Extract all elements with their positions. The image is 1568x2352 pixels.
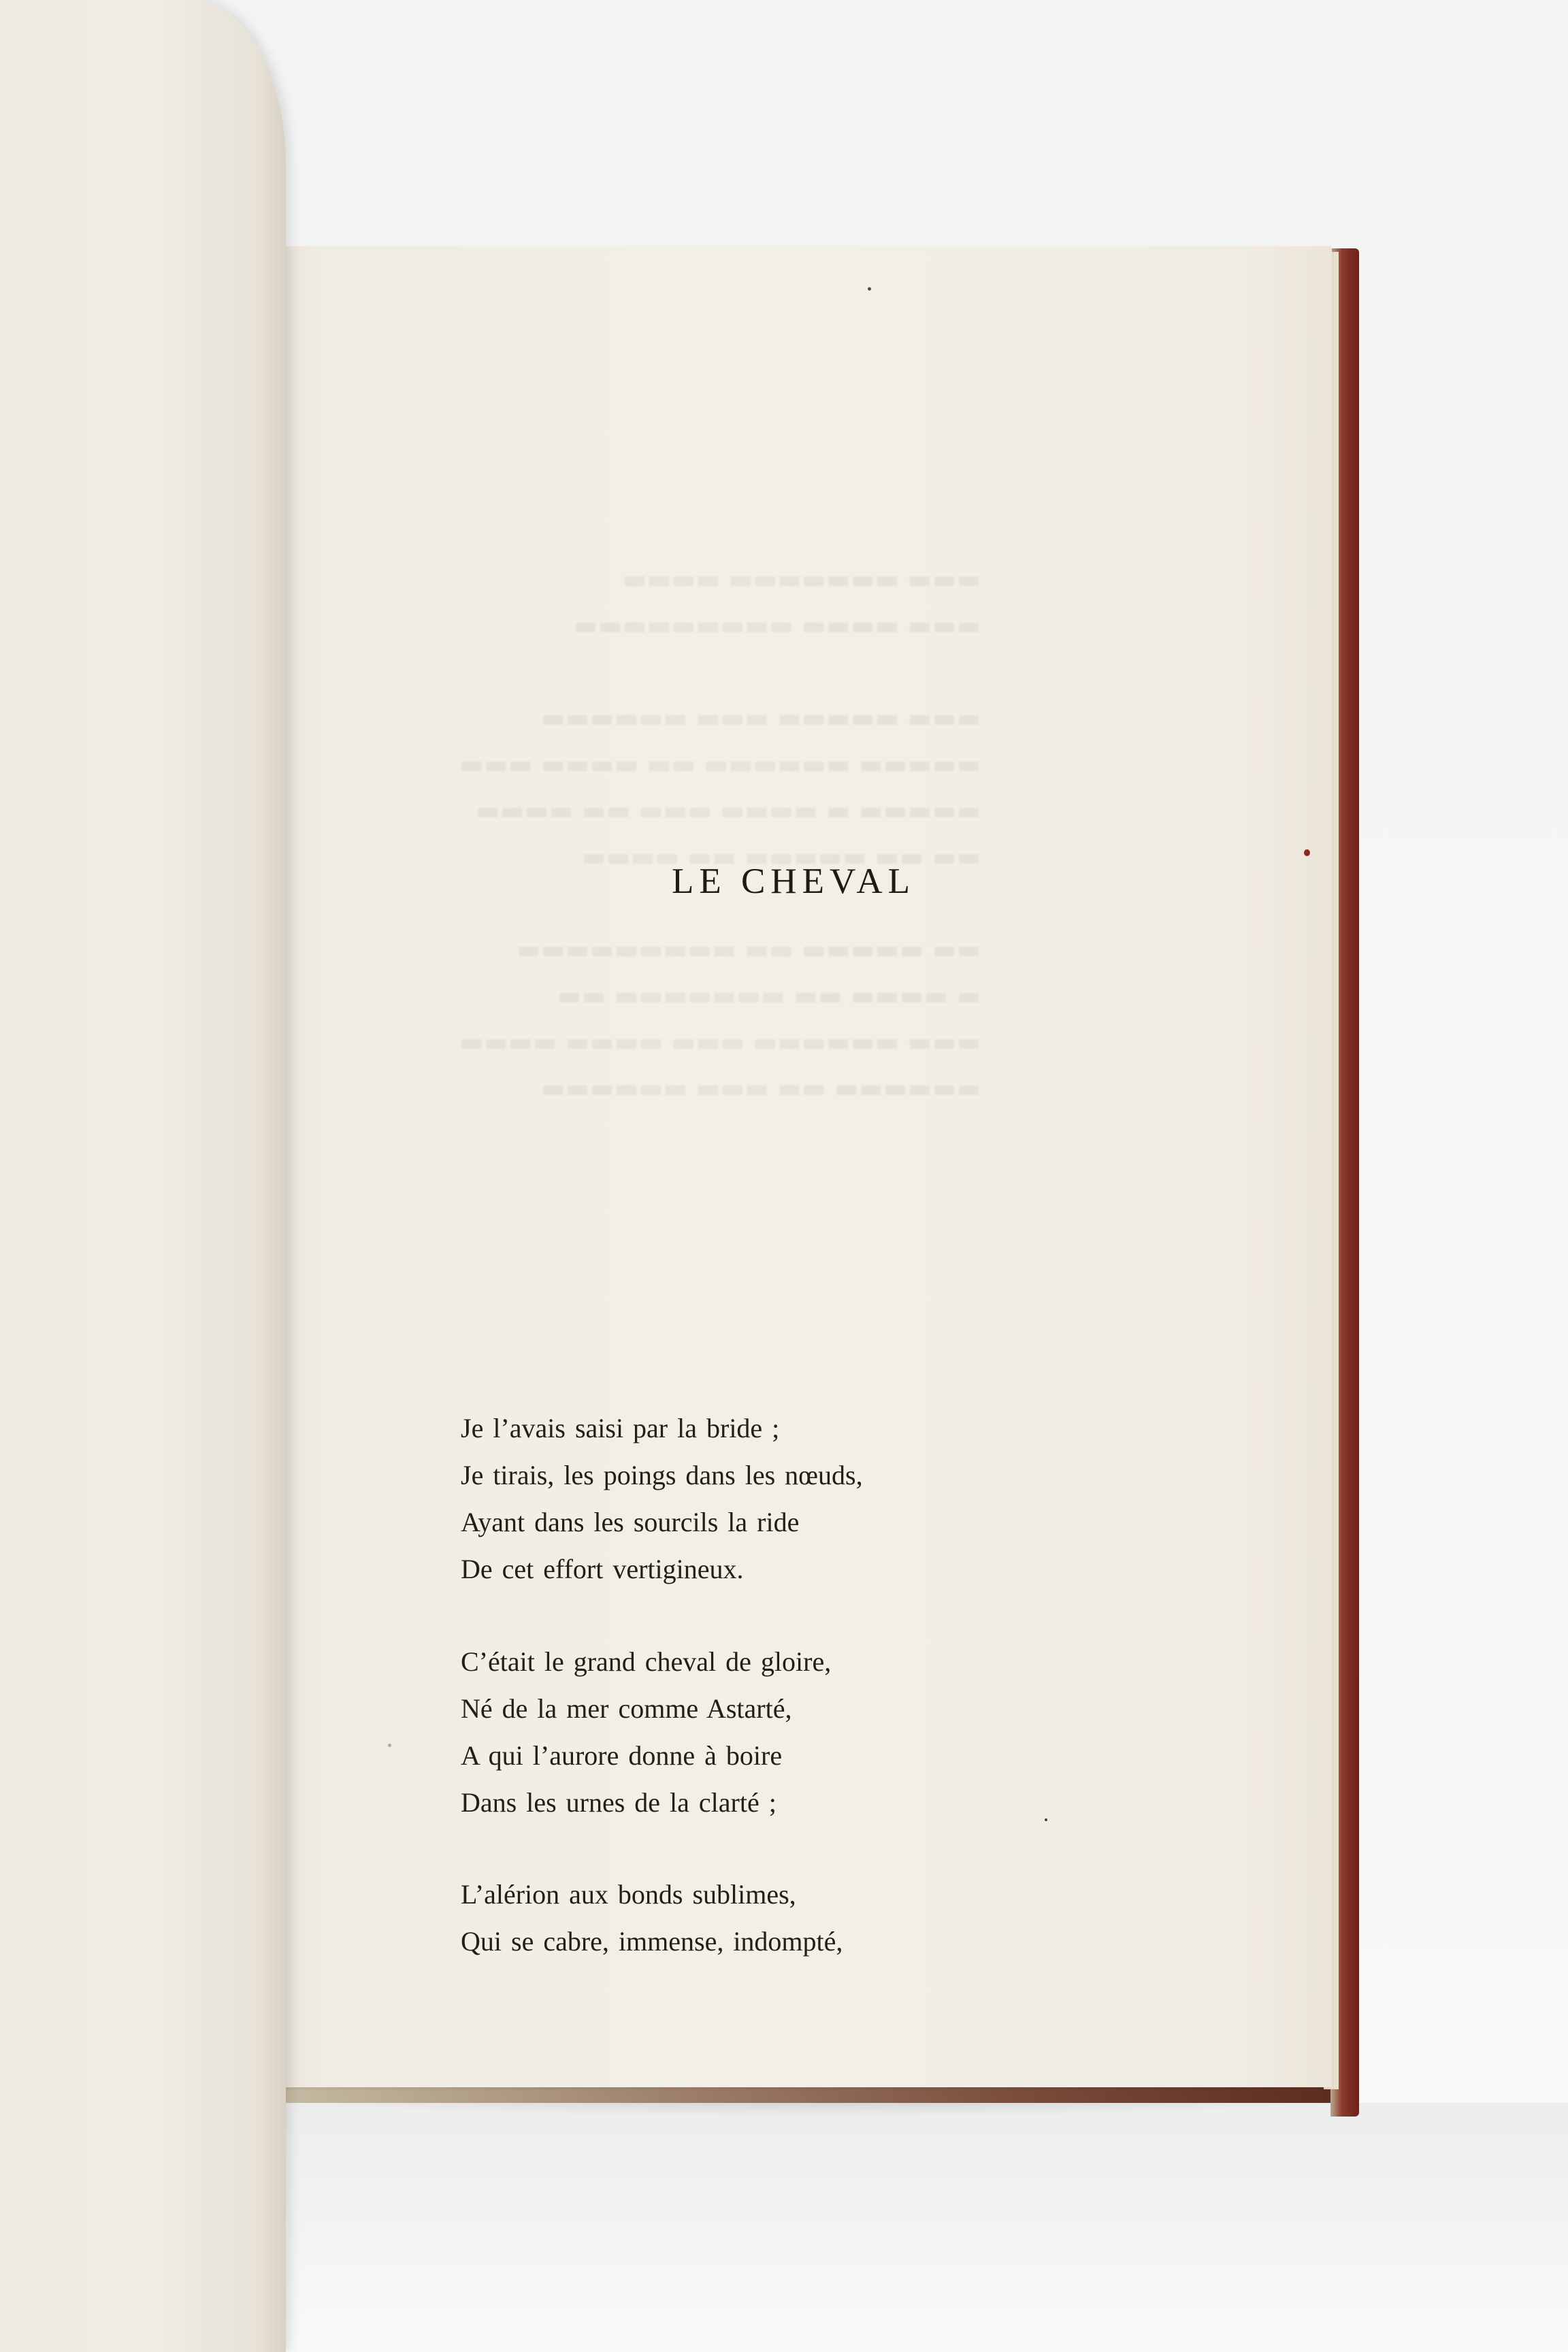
foxing-spot — [1045, 1818, 1047, 1821]
poem-title: LE CHEVAL — [671, 862, 916, 901]
show-through-texture: ▬▬▬ ▬▬▬▬▬▬▬ ▬▬▬▬ ▬▬▬ ▬▬▬▬ ▬▬▬▬▬▬▬▬▬ ▬▬▬ ▬▬▬▬▬ ▬▬▬ ▬▬▬▬▬▬ ▬▬▬▬▬ ▬▬▬▬▬▬ ▬▬ ▬▬▬▬ ▬▬▬ ▬▬▬▬▬ ▬ ▬▬▬▬ ▬▬▬ ▬▬ ▬▬▬▬ ▬▬ ▬▬ ▬▬▬▬▬ ▬▬ ▬▬▬▬ ▬▬ ▬▬▬▬▬ ▬▬ ▬▬▬▬▬▬▬▬▬ ▬ ▬▬▬▬ ▬▬ ▬▬▬▬▬▬▬ ▬▬ ▬▬▬ ▬▬▬▬▬▬ ▬▬▬ ▬▬▬▬ ▬▬▬▬ ▬▬▬▬▬▬ ▬▬ ▬▬▬ ▬▬▬▬▬▬ — [459, 564, 981, 1103]
verse-line: Dans les urnes de la clarté ; — [461, 1787, 777, 1818]
verse-line: De cet effort vertigineux. — [461, 1554, 744, 1584]
verse-line: A qui l’aurore donne à boire — [461, 1740, 783, 1771]
verse-line: Je l’avais saisi par la bride ; — [461, 1413, 780, 1443]
foxing-spot — [868, 287, 871, 291]
verse-line: L’alérion aux bonds sublimes, — [461, 1879, 796, 1910]
verse-line: Né de la mer comme Astarté, — [461, 1693, 792, 1724]
verse-line: C’était le grand cheval de gloire, — [461, 1646, 832, 1677]
stanza-2 — [461, 1638, 831, 1826]
verse-line: Ayant dans les sourcils la ride — [461, 1507, 800, 1537]
verse-line: Qui se cabre, immense, indompté, — [461, 1926, 843, 1957]
right-page — [255, 246, 1332, 2087]
verse-line: Je tirais, les poings dans les nœuds, — [461, 1460, 863, 1490]
stanza-3 — [461, 1871, 843, 1965]
left-page — [0, 0, 286, 2352]
foxing-spot — [1304, 849, 1310, 856]
foxing-spot — [388, 1744, 391, 1747]
stanza-1 — [461, 1405, 863, 1592]
